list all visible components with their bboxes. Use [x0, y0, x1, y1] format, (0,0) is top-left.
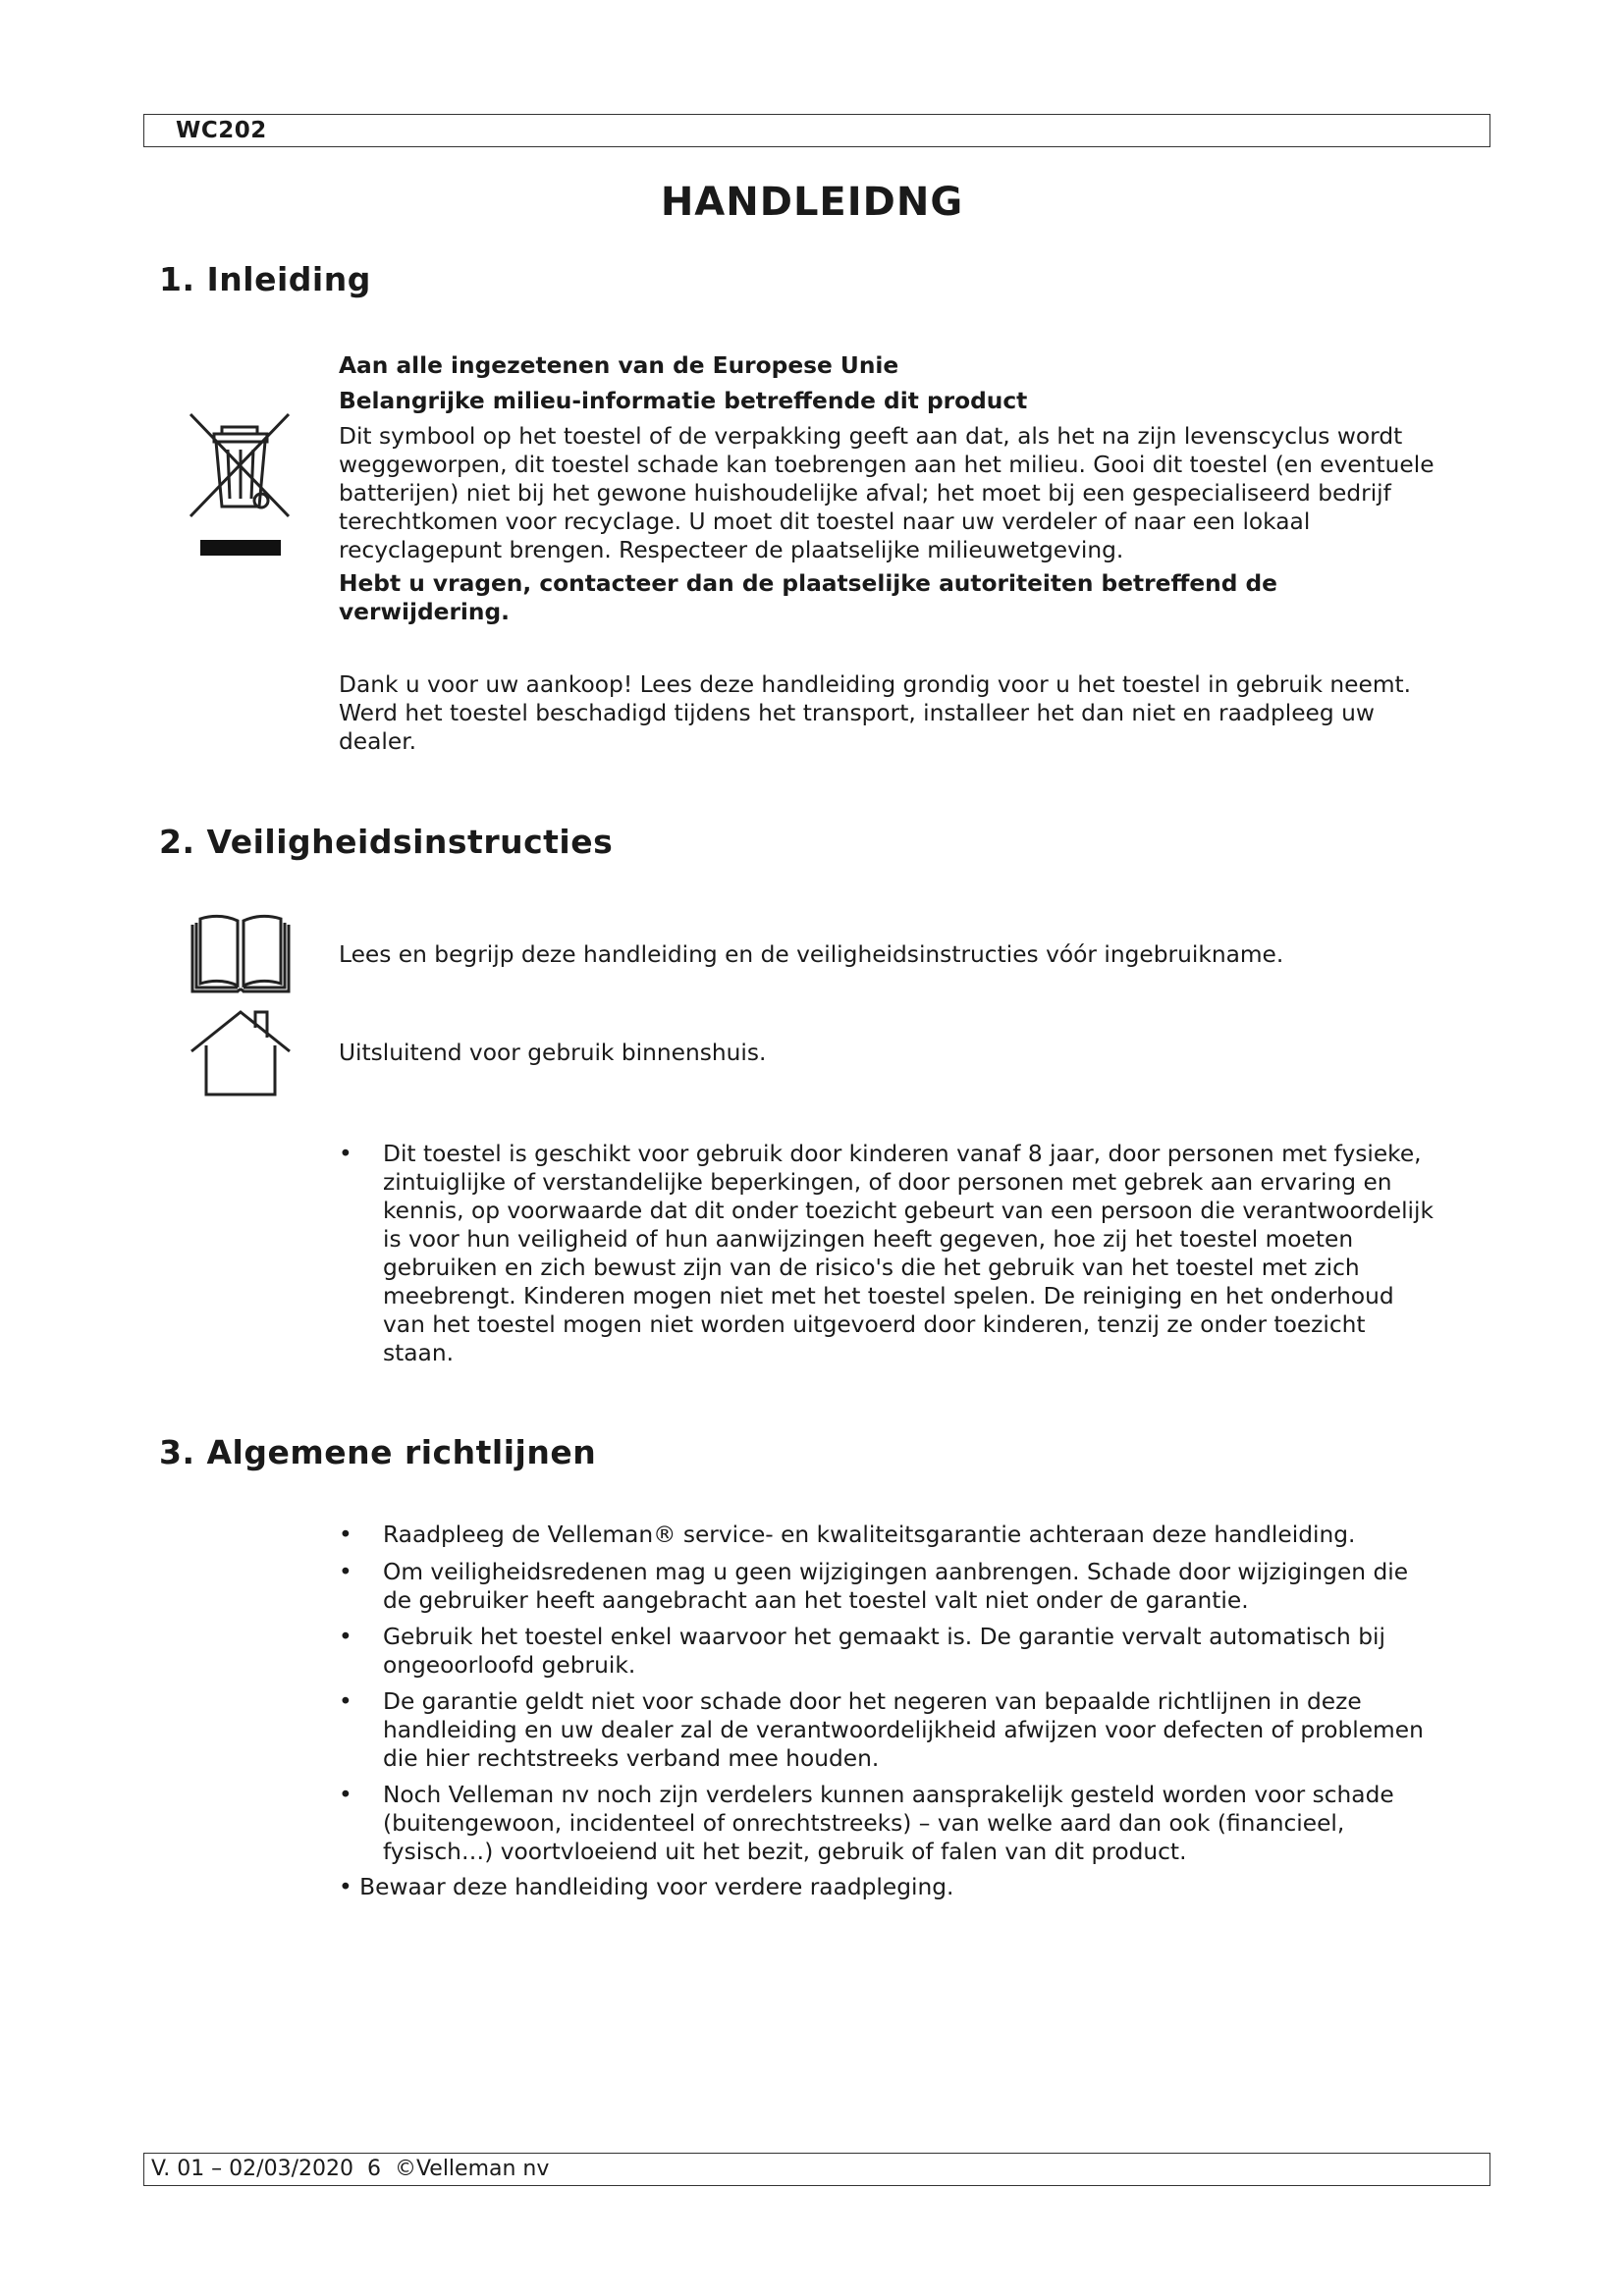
- environment-info-text: Dit symbool op het toestel of de verpakking geeft aan dat, als het na zijn levenscyclus wordt weggeworpen, dit toestel schade kan toebrengen aan het milieu. Gooi dit toestel (en eventuele batterijen) niet bij het gewone huishoudelijke afval; het moet bij een gespecialiseerd bedrijf terechtkomen voor recyclage. U moet dit toestel naar uw verdeler of naar een lokaal recyclagepunt brengen. Respecteer de plaatselijke milieuwetgeving.: [339, 423, 1435, 563]
- page-title: HANDLEIDNG: [660, 180, 964, 225]
- section-3-heading: 3. Algemene richtlijnen: [159, 1433, 597, 1471]
- model-label: WC202: [176, 118, 267, 143]
- bullet-dot-icon: •: [339, 1522, 352, 1548]
- section-2-heading: 2. Veiligheidsinstructies: [159, 823, 614, 861]
- contact-authorities-text: Hebt u vragen, contacteer dan de plaatselijke autoriteiten betreffend de verwijdering.: [339, 570, 1277, 625]
- thanks-text: Dank u voor uw aankoop! Lees deze handleiding grondig voor u het toestel in gebruik neemt. Werd het toestel beschadigd tijdens het transport, installeer het dan niet en raadpleeg uw dealer.: [339, 671, 1412, 755]
- environment-info-heading: Belangrijke milieu-informatie betreffende dit product: [339, 388, 1028, 414]
- read-manual-icon: [189, 913, 293, 995]
- bullet-dot-icon: •: [339, 1688, 352, 1715]
- bullet-dot-icon: •: [339, 1559, 352, 1585]
- header-box: [143, 114, 1490, 147]
- eu-notice-heading: Aan alle ingezetenen van de Europese Unie: [339, 352, 899, 379]
- bullet-dot-icon: •: [339, 1141, 352, 1167]
- guideline-bullet-6: • Bewaar deze handleiding voor verdere raadpleging.: [339, 1874, 954, 1900]
- indoor-use-text: Uitsluitend voor gebruik binnenshuis.: [339, 1040, 767, 1066]
- footer-box: [143, 2153, 1490, 2186]
- read-manual-text: Lees en begrijp deze handleiding en de veiligheidsinstructies vóór ingebruikname.: [339, 941, 1284, 968]
- bullet-dot-icon: •: [339, 1782, 352, 1808]
- footer-text: V. 01 – 02/03/2020 6 ©Velleman nv: [144, 2157, 550, 2181]
- section-1-heading: 1. Inleiding: [159, 260, 371, 298]
- bullet-dot-icon: •: [339, 1624, 352, 1650]
- indoor-use-icon: [189, 1008, 293, 1098]
- weee-bin-icon: [183, 410, 298, 556]
